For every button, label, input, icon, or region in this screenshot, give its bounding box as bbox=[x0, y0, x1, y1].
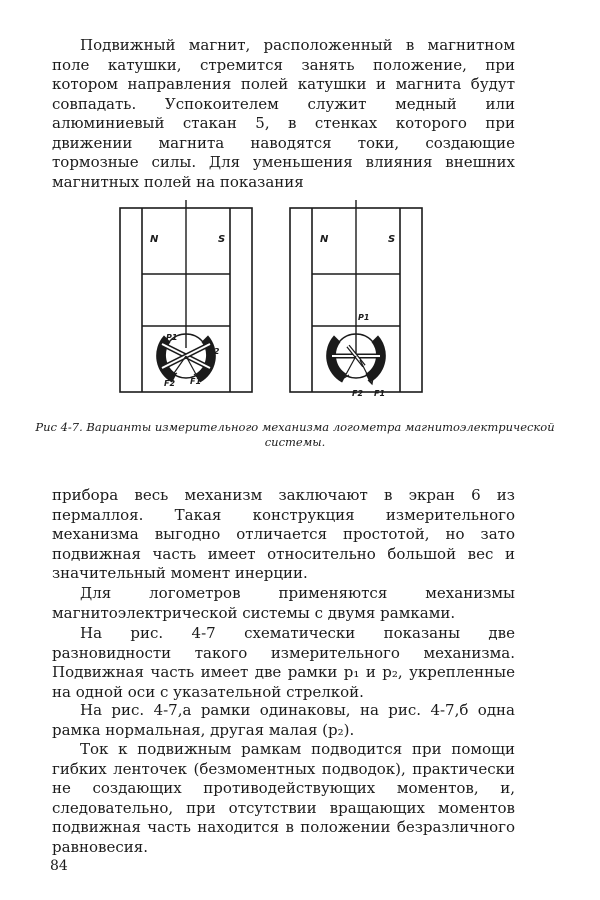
mechanism-a-label-p1: P1 bbox=[166, 333, 178, 342]
mechanism-b-label-f1: F1 bbox=[374, 389, 386, 398]
mechanism-a-label-f1: F1 bbox=[190, 377, 202, 386]
page-number: 84 bbox=[50, 858, 68, 874]
mechanism-b-label-f2: F2 bbox=[352, 389, 364, 398]
paragraph-logometers: Для логометров применяются механизмы магнитоэлектрической системы с двумя рамками. bbox=[52, 584, 515, 622]
mechanism-a bbox=[120, 200, 252, 392]
paragraph-current-leads: Ток к подвижным рамкам подводится при помощи гибких ленточек (безмоментных подводок), практически не создающих противодействующих моментов, и, следовательно, при отсутствии вращающих моментов подвижная часть находится в положении безразличного равновесия. bbox=[52, 740, 515, 856]
figure-caption: Рис 4-7. Варианты измерительного механизма логометра магнитоэлектрической системы. bbox=[35, 420, 555, 449]
mechanism-a-label-p2: P2 bbox=[208, 347, 220, 356]
paragraph-magnet-description: Подвижный магнит, расположенный в магнитном поле катушки, стремится занять положение, при котором направления полей катушки и магнита будут совпадать. Успокоителем служит медный или алюминиевый стакан 5, в стенках которого при движении магнита наводятся токи, создающие тормозные силы. Для уменьшения влияния внешних магнитных полей на показания bbox=[52, 36, 515, 191]
mechanism-a-label-f2: F2 bbox=[164, 379, 176, 388]
mechanism-a-pole-n: N bbox=[150, 234, 159, 245]
mechanism-a-pole-s: S bbox=[218, 234, 226, 245]
mechanism-b-pole-s: S bbox=[388, 234, 396, 245]
paragraph-shield: прибора весь механизм заключают в экран 6 из пермаллоя. Такая конструкция измерительного механизма выгодно отличается простотой, но зато подвижная часть имеет относительно большой вес и значительный момент инерции. bbox=[52, 486, 515, 582]
figure-drawing bbox=[112, 198, 432, 404]
figure-4-7 bbox=[112, 198, 432, 404]
paragraph-frames: На рис. 4-7,а рамки одинаковы, на рис. 4-7,б одна рамка нормальная, другая малая (p₂). bbox=[52, 701, 515, 739]
mechanism-b-label-p1: P1 bbox=[358, 313, 370, 322]
mechanism-b-pole-n: N bbox=[320, 234, 329, 245]
paragraph-variants: На рис. 4-7 схематически показаны две разновидности такого измерительного механизма. Подвижная часть имеет две рамки p₁ и p₂, укрепленные на одной оси с указательной стрелкой. bbox=[52, 624, 515, 701]
mechanism-b bbox=[290, 200, 422, 392]
